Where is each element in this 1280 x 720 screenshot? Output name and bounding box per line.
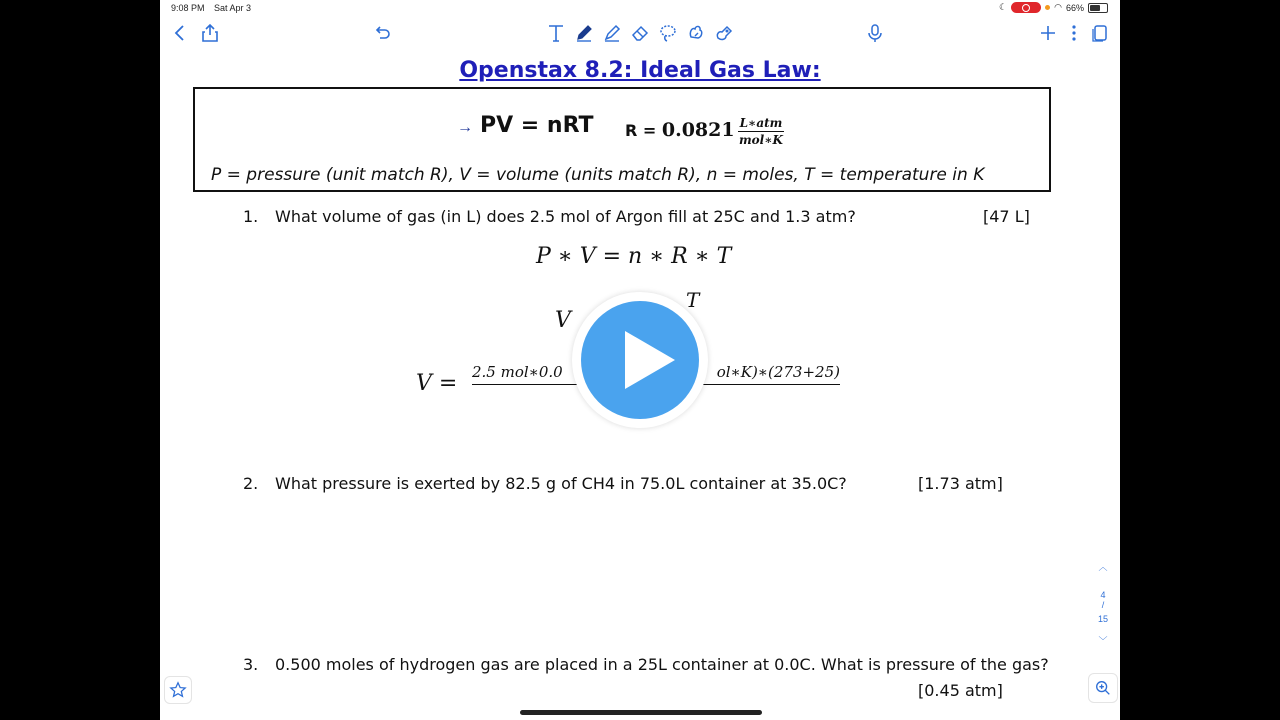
- play-icon[interactable]: [581, 301, 699, 419]
- status-bar: [160, 0, 1120, 16]
- question-number: 2.: [243, 474, 259, 493]
- gas-constant-value: 0.0821: [661, 119, 735, 141]
- page-separator: /: [1101, 600, 1105, 610]
- question-answer: [1.73 atm]: [918, 474, 1003, 493]
- page-navigator: [1092, 560, 1114, 660]
- status-date: Sat Apr 3: [214, 3, 252, 13]
- chevron-left-icon[interactable]: [168, 21, 192, 45]
- total-pages: 15: [1097, 614, 1108, 624]
- formula-box: [193, 87, 1051, 192]
- mic-icon[interactable]: [863, 21, 887, 45]
- question-answer: [0.45 atm]: [918, 681, 1003, 700]
- more-icon[interactable]: [1062, 21, 1086, 45]
- toolbar: [160, 18, 1120, 48]
- home-indicator[interactable]: [520, 710, 762, 715]
- question-answer: [47 L]: [983, 207, 1030, 226]
- zoom-icon[interactable]: [1088, 673, 1118, 703]
- battery-icon: [1088, 3, 1108, 13]
- question-number: 1.: [243, 207, 259, 226]
- eraser-icon[interactable]: [628, 21, 652, 45]
- screen-record-icon[interactable]: [1011, 2, 1041, 13]
- current-page: 4: [1100, 590, 1106, 600]
- pages-icon[interactable]: [1088, 21, 1112, 45]
- page-title: Openstax 8.2: Ideal Gas Law:: [459, 58, 821, 83]
- question-text: What volume of gas (in L) does 2.5 mol of Argon fill at 25C and 1.3 atm?: [275, 207, 856, 226]
- share-icon[interactable]: [198, 21, 222, 45]
- highlighter-icon[interactable]: [600, 21, 624, 45]
- handwritten-equation-3-lhs: V =: [416, 371, 458, 396]
- question-text: What pressure is exerted by 82.5 g of CH4 in 75.0L container at 35.0C?: [275, 474, 847, 493]
- numerator-left: 2.5 mol∗0.0: [472, 363, 563, 381]
- gas-constant: [625, 116, 784, 147]
- handwritten-equation-1: P ∗ V = n ∗ R ∗ T: [536, 244, 732, 269]
- variable-definitions: P = pressure (unit match R), V = volume (units match R), n = moles, T = temperature in K: [211, 165, 985, 185]
- gas-constant-unit: [738, 116, 785, 147]
- image-icon[interactable]: [712, 21, 736, 45]
- unit-numerator: L∗atm: [739, 116, 783, 130]
- handwritten-equation-2-v: V: [555, 308, 571, 333]
- wifi-icon: ◠: [1054, 2, 1062, 12]
- add-icon[interactable]: [1036, 21, 1060, 45]
- ideal-gas-formula: PV = nRT: [480, 113, 594, 138]
- text-tool-icon[interactable]: [544, 21, 568, 45]
- lasso-icon[interactable]: [656, 21, 680, 45]
- unit-denominator: mol∗K: [738, 133, 783, 147]
- star-icon[interactable]: [164, 676, 192, 704]
- chevron-down-icon[interactable]: ﹀: [1098, 636, 1108, 646]
- arrow-annotation-icon: →: [457, 119, 473, 136]
- play-button[interactable]: [572, 292, 708, 428]
- gas-constant-label: R =: [625, 121, 662, 140]
- status-indicators: [999, 2, 1108, 13]
- battery-percent: 66%: [1065, 2, 1084, 13]
- numerator-right: ol∗K)∗(273+25): [716, 363, 840, 381]
- undo-icon[interactable]: [370, 21, 394, 45]
- dnd-icon: ☾: [999, 2, 1008, 12]
- question-text: 0.500 moles of hydrogen gas are placed in a 25L container at 0.0C. What is pressure of the gas?: [275, 655, 1049, 674]
- notes-app-screen: [160, 0, 1120, 720]
- pen-icon[interactable]: [572, 21, 596, 45]
- mic-indicator-icon: [1045, 5, 1050, 10]
- handwritten-equation-2-t: T: [686, 288, 700, 312]
- shapes-icon[interactable]: [684, 21, 708, 45]
- question-number: 3.: [243, 655, 259, 674]
- chevron-up-icon[interactable]: ︿: [1098, 562, 1108, 572]
- status-time: 9:08 PM: [171, 3, 205, 13]
